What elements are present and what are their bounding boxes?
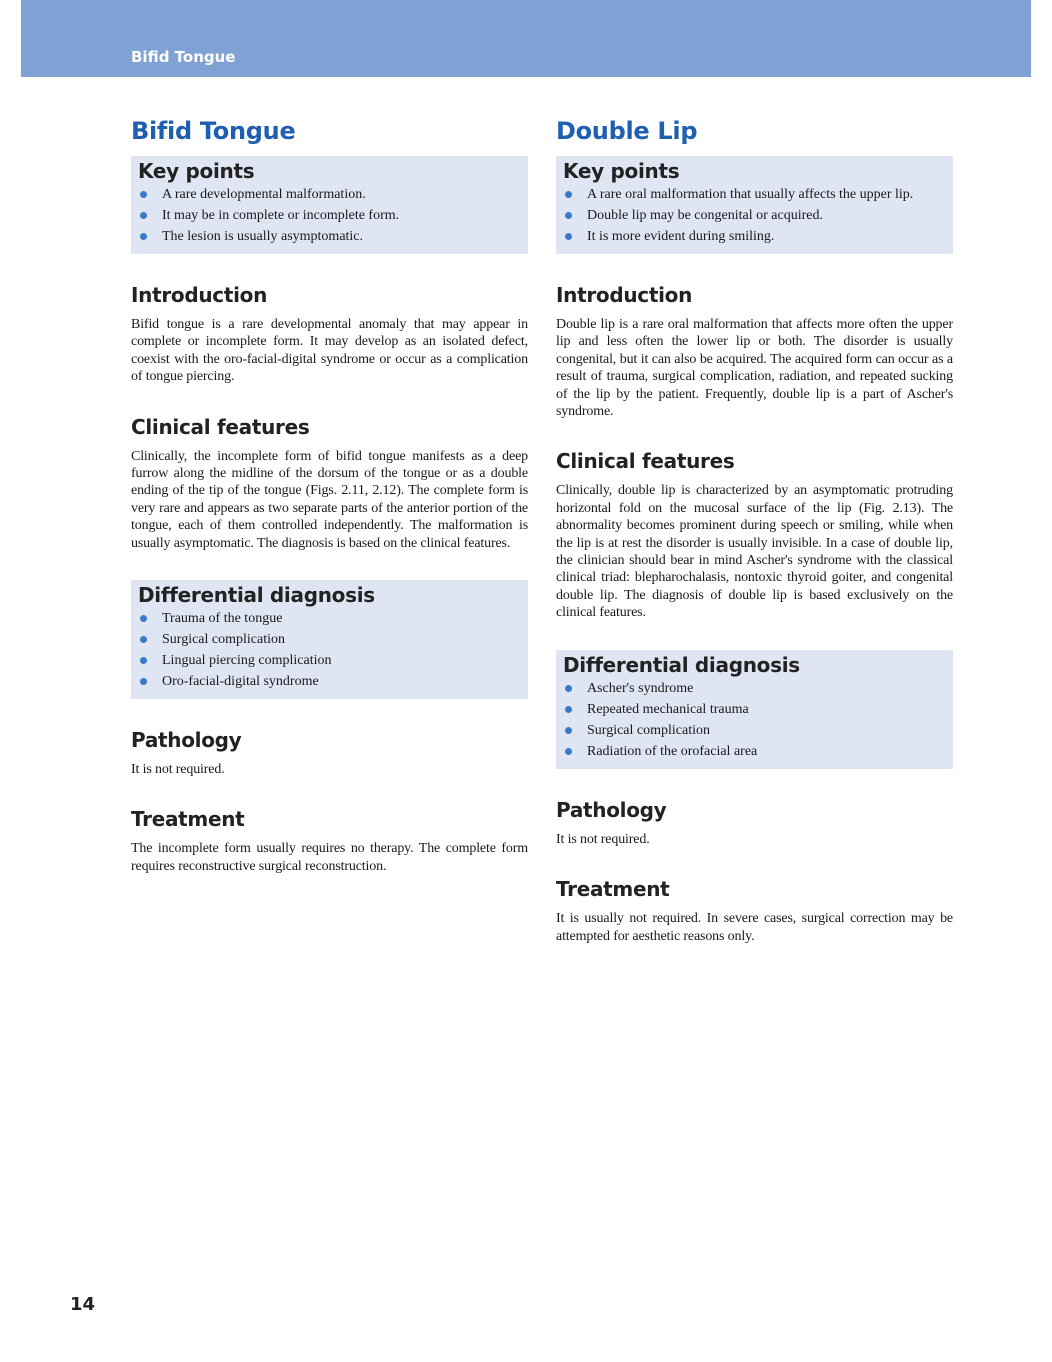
list-item: Repeated mechanical trauma [563, 700, 945, 719]
treatment-text: It is usually not required. In severe cases, surgical correction may be attempted for aesthetic reasons only. [556, 911, 953, 944]
key-points-list [138, 185, 520, 246]
section-title-bifid-tongue: Bifid Tongue [131, 117, 296, 145]
left-column [131, 116, 528, 903]
key-points-box [556, 156, 953, 254]
page-number: 14 [70, 1294, 96, 1315]
list-item: It is more evident during smiling. [563, 227, 945, 246]
list-item: Trauma of the tongue [138, 609, 520, 628]
pathology-text: It is not required. [556, 831, 650, 847]
pathology-heading: Pathology [131, 728, 242, 753]
list-item: Oro-facial-digital syndrome [138, 672, 520, 691]
list-item: Radiation of the orofacial area [563, 742, 945, 761]
list-item: Ascher's syndrome [563, 679, 945, 698]
list-item: It may be in complete or incomplete form. [138, 206, 520, 225]
key-points-heading: Key points [138, 159, 255, 183]
list-item: A rare developmental malformation. [138, 185, 520, 204]
list-item: Double lip may be congenital or acquired. [563, 206, 945, 225]
pathology-heading: Pathology [556, 797, 667, 822]
treatment-heading: Treatment [556, 877, 670, 902]
differential-diagnosis-box [131, 580, 528, 699]
section-title-double-lip: Double Lip [556, 117, 698, 145]
key-points-box [131, 156, 528, 254]
list-item: Surgical complication [138, 630, 520, 649]
treatment-text: The incomplete form usually requires no therapy. The complete form requires reconstructive surgical reconstruction. [131, 841, 528, 874]
clinical-features-text: Clinically, double lip is characterized by an asymptomatic protruding horizontal fold on the mucosal surface of the lip (Fig. 2.13). The abnormality becomes prominent during speech or smiling, while when the lip is at rest the disorder is usually invisible. In a case of double lip, the clinician should bear in mind Ascher's syndrome with the classical clinical triad: blepharochalasis, nontoxic thyroid goiter, and congenital double lip. The diagnosis of double lip is based exclusively on the clinical features. [556, 483, 953, 621]
differential-diagnosis-list [563, 679, 945, 761]
header-band [21, 0, 1031, 77]
differential-diagnosis-box [556, 650, 953, 769]
introduction-text: Bifid tongue is a rare developmental anomaly that may appear in complete or incomplete form. It may develop as an isolated defect, coexist with the oro-facial-digital syndrome or occur as a complication of tongue piercing. [131, 317, 528, 385]
right-column [556, 116, 953, 973]
introduction-text: Double lip is a rare oral malformation that affects more often the upper lip and less often the lower lip or both. The disorder is usually congenital, but it can also be acquired. The acquired form can occur as a result of trauma, surgical complication, radiation, and repeated sucking of the lip by the patient. Frequently, double lip is a part of Ascher's syndrome. [556, 317, 953, 420]
introduction-heading: Introduction [131, 283, 268, 307]
differential-diagnosis-heading: Differential diagnosis [563, 652, 800, 677]
list-item: The lesion is usually asymptomatic. [138, 227, 520, 246]
differential-diagnosis-heading: Differential diagnosis [138, 583, 375, 608]
clinical-features-heading: Clinical features [131, 414, 310, 439]
pathology-text: It is not required. [131, 762, 225, 778]
clinical-features-heading: Clinical features [556, 449, 735, 474]
treatment-heading: Treatment [131, 807, 245, 832]
clinical-features-text: Clinically, the incomplete form of bifid tongue manifests as a deep furrow along the midline of the dorsum of the tongue or as a double ending of the tip of the tongue (Figs. 2.11, 2.12). The complete form is very rare and appears as two separate parts of the anterior portion of the tongue, each of them controlled independently. The malformation is usually asymptomatic. The diagnosis is based on the clinical features. [131, 448, 528, 551]
list-item: Lingual piercing complication [138, 651, 520, 670]
list-item: A rare oral malformation that usually affects the upper lip. [563, 185, 945, 204]
key-points-list [563, 185, 945, 246]
running-head: Bifid Tongue [131, 48, 236, 66]
differential-diagnosis-list [138, 609, 520, 691]
list-item: Surgical complication [563, 721, 945, 740]
key-points-heading: Key points [563, 159, 680, 183]
introduction-heading: Introduction [556, 283, 693, 307]
